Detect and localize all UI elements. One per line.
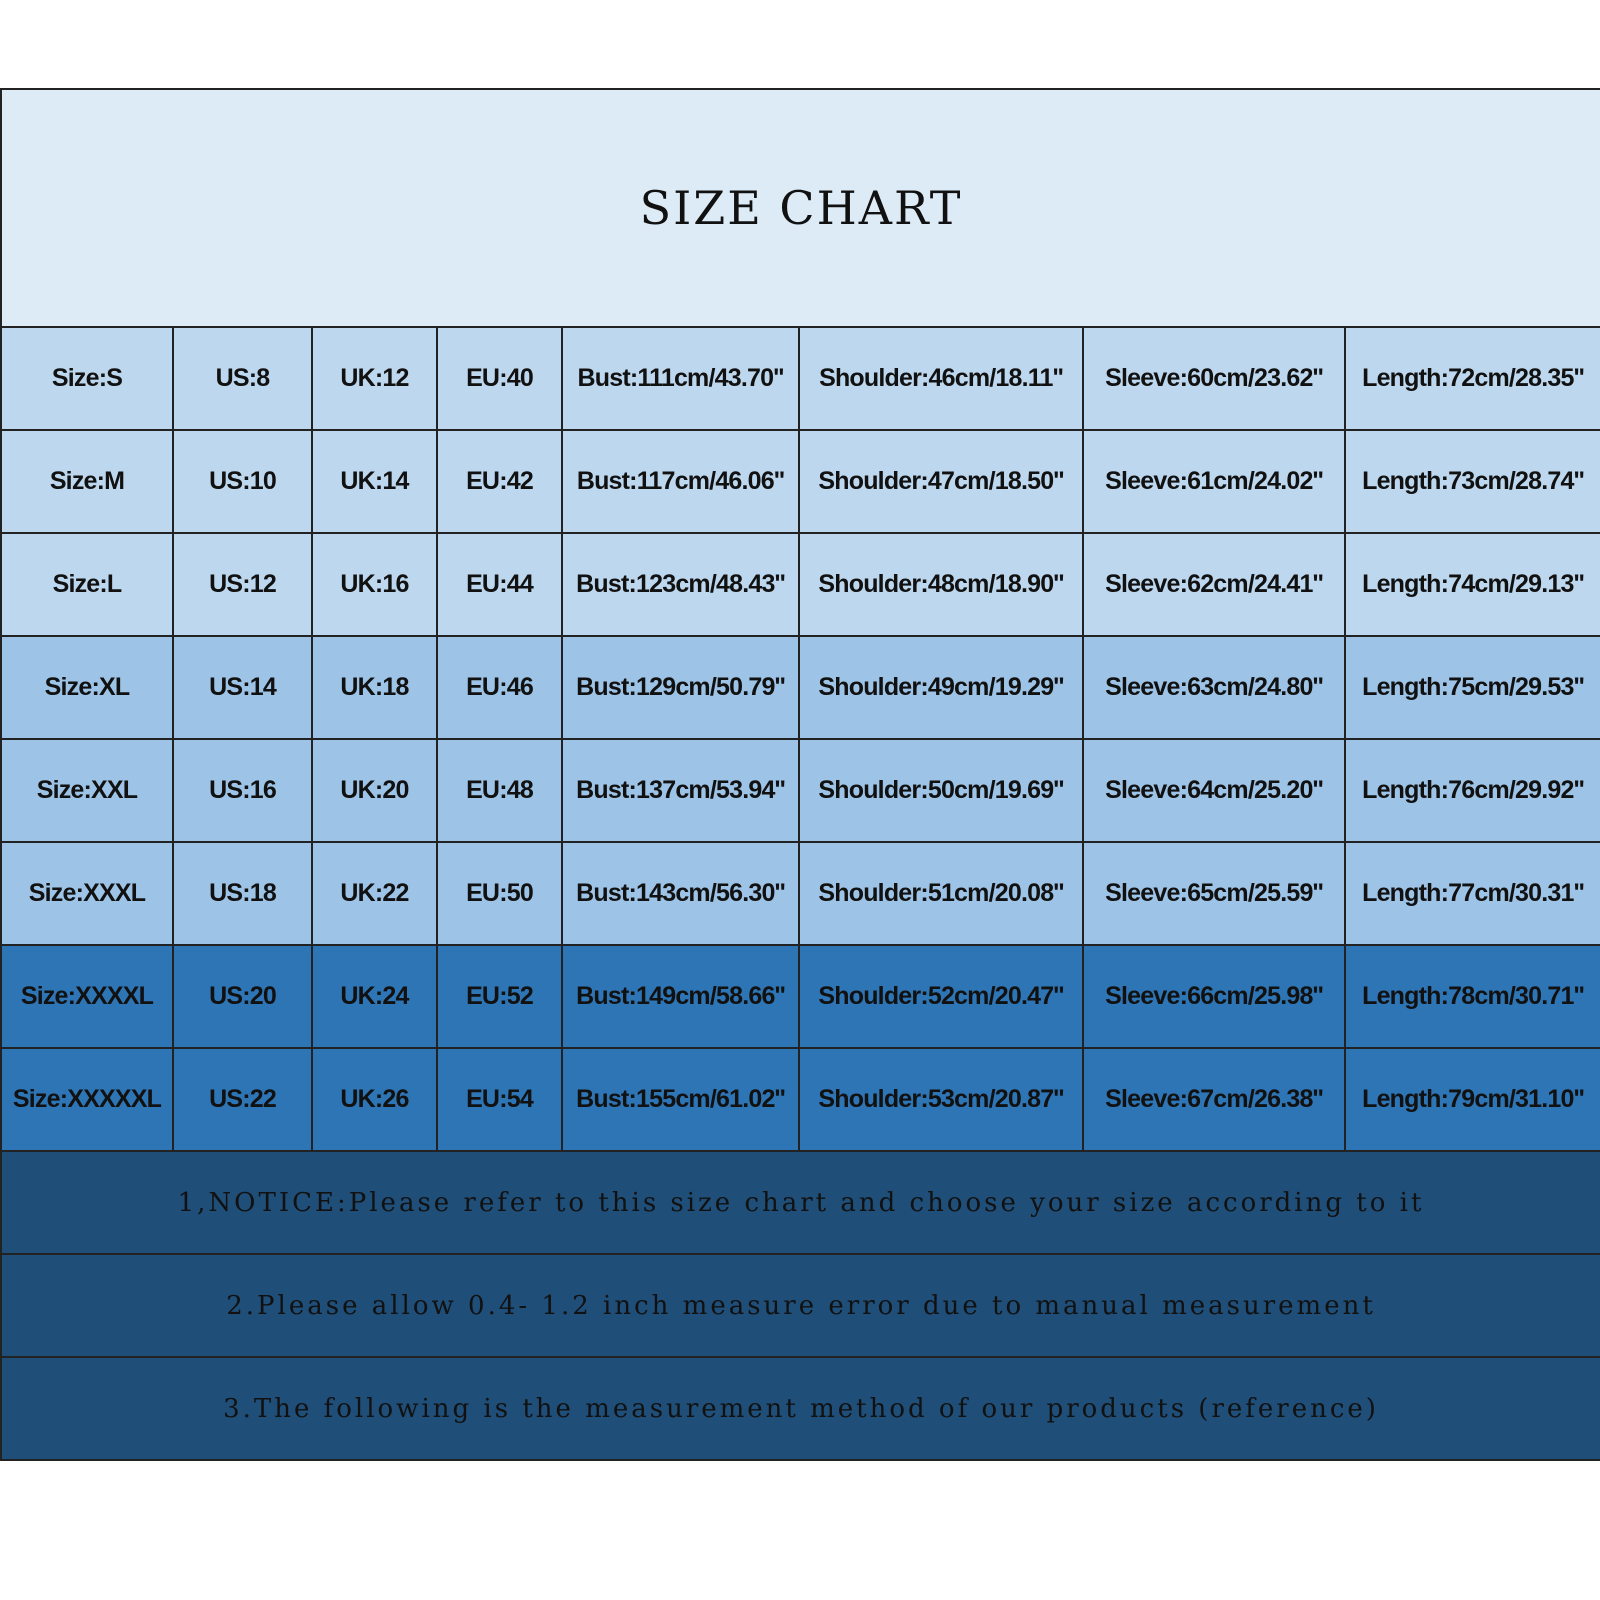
bust-cell: Bust:117cm/46.06'': [562, 430, 799, 533]
sleeve-cell: Sleeve:61cm/24.02'': [1083, 430, 1345, 533]
bust-cell: Bust:111cm/43.70'': [562, 327, 799, 430]
size-chart-table: [0, 88, 1600, 1461]
length-cell: Length:78cm/30.71'': [1345, 945, 1600, 1048]
size-cell: Size:L: [1, 533, 173, 636]
size-cell: Size:M: [1, 430, 173, 533]
table-row: [1, 430, 1600, 533]
shoulder-cell: Shoulder:53cm/20.87'': [799, 1048, 1083, 1151]
bust-cell: Bust:137cm/53.94'': [562, 739, 799, 842]
bust-cell: Bust:149cm/58.66'': [562, 945, 799, 1048]
uk-size-cell: UK:18: [312, 636, 437, 739]
shoulder-cell: Shoulder:50cm/19.69'': [799, 739, 1083, 842]
bust-cell: Bust:155cm/61.02'': [562, 1048, 799, 1151]
shoulder-cell: Shoulder:48cm/18.90'': [799, 533, 1083, 636]
shoulder-cell: Shoulder:49cm/19.29'': [799, 636, 1083, 739]
uk-size-cell: UK:24: [312, 945, 437, 1048]
bust-cell: Bust:143cm/56.30'': [562, 842, 799, 945]
table-row: [1, 1048, 1600, 1151]
uk-size-cell: UK:22: [312, 842, 437, 945]
eu-size-cell: EU:42: [437, 430, 562, 533]
us-size-cell: US:10: [173, 430, 312, 533]
eu-size-cell: EU:40: [437, 327, 562, 430]
uk-size-cell: UK:14: [312, 430, 437, 533]
table-row: [1, 842, 1600, 945]
length-cell: Length:75cm/29.53'': [1345, 636, 1600, 739]
size-cell: Size:S: [1, 327, 173, 430]
us-size-cell: US:18: [173, 842, 312, 945]
chart-title: SIZE CHART: [1, 89, 1600, 327]
length-cell: Length:72cm/28.35'': [1345, 327, 1600, 430]
notice-note: 1,NOTICE:Please refer to this size chart and choose your size according to it: [1, 1151, 1600, 1254]
table-row: [1, 945, 1600, 1048]
shoulder-cell: Shoulder:46cm/18.11'': [799, 327, 1083, 430]
shoulder-cell: Shoulder:51cm/20.08'': [799, 842, 1083, 945]
eu-size-cell: EU:52: [437, 945, 562, 1048]
table-row: [1, 327, 1600, 430]
size-cell: Size:XXL: [1, 739, 173, 842]
sleeve-cell: Sleeve:65cm/25.59'': [1083, 842, 1345, 945]
sleeve-cell: Sleeve:66cm/25.98'': [1083, 945, 1345, 1048]
eu-size-cell: EU:48: [437, 739, 562, 842]
eu-size-cell: EU:46: [437, 636, 562, 739]
length-cell: Length:79cm/31.10'': [1345, 1048, 1600, 1151]
bust-cell: Bust:123cm/48.43'': [562, 533, 799, 636]
bust-cell: Bust:129cm/50.79'': [562, 636, 799, 739]
length-cell: Length:77cm/30.31'': [1345, 842, 1600, 945]
sleeve-cell: Sleeve:67cm/26.38'': [1083, 1048, 1345, 1151]
us-size-cell: US:22: [173, 1048, 312, 1151]
sleeve-cell: Sleeve:62cm/24.41'': [1083, 533, 1345, 636]
us-size-cell: US:16: [173, 739, 312, 842]
size-cell: Size:XXXXXL: [1, 1048, 173, 1151]
length-cell: Length:76cm/29.92'': [1345, 739, 1600, 842]
table-row: [1, 636, 1600, 739]
shoulder-cell: Shoulder:52cm/20.47'': [799, 945, 1083, 1048]
measurement-method-note: 3.The following is the measurement method of our products (reference): [1, 1357, 1600, 1460]
eu-size-cell: EU:54: [437, 1048, 562, 1151]
eu-size-cell: EU:50: [437, 842, 562, 945]
size-cell: Size:XXXL: [1, 842, 173, 945]
measure-error-note: 2.Please allow 0.4- 1.2 inch measure error due to manual measurement: [1, 1254, 1600, 1357]
length-cell: Length:74cm/29.13'': [1345, 533, 1600, 636]
length-cell: Length:73cm/28.74'': [1345, 430, 1600, 533]
size-cell: Size:XL: [1, 636, 173, 739]
uk-size-cell: UK:12: [312, 327, 437, 430]
sleeve-cell: Sleeve:63cm/24.80'': [1083, 636, 1345, 739]
uk-size-cell: UK:26: [312, 1048, 437, 1151]
sleeve-cell: Sleeve:60cm/23.62'': [1083, 327, 1345, 430]
us-size-cell: US:12: [173, 533, 312, 636]
sleeve-cell: Sleeve:64cm/25.20'': [1083, 739, 1345, 842]
shoulder-cell: Shoulder:47cm/18.50'': [799, 430, 1083, 533]
us-size-cell: US:14: [173, 636, 312, 739]
uk-size-cell: UK:20: [312, 739, 437, 842]
table-row: [1, 533, 1600, 636]
table-row: [1, 739, 1600, 842]
eu-size-cell: EU:44: [437, 533, 562, 636]
us-size-cell: US:20: [173, 945, 312, 1048]
uk-size-cell: UK:16: [312, 533, 437, 636]
us-size-cell: US:8: [173, 327, 312, 430]
size-cell: Size:XXXXL: [1, 945, 173, 1048]
